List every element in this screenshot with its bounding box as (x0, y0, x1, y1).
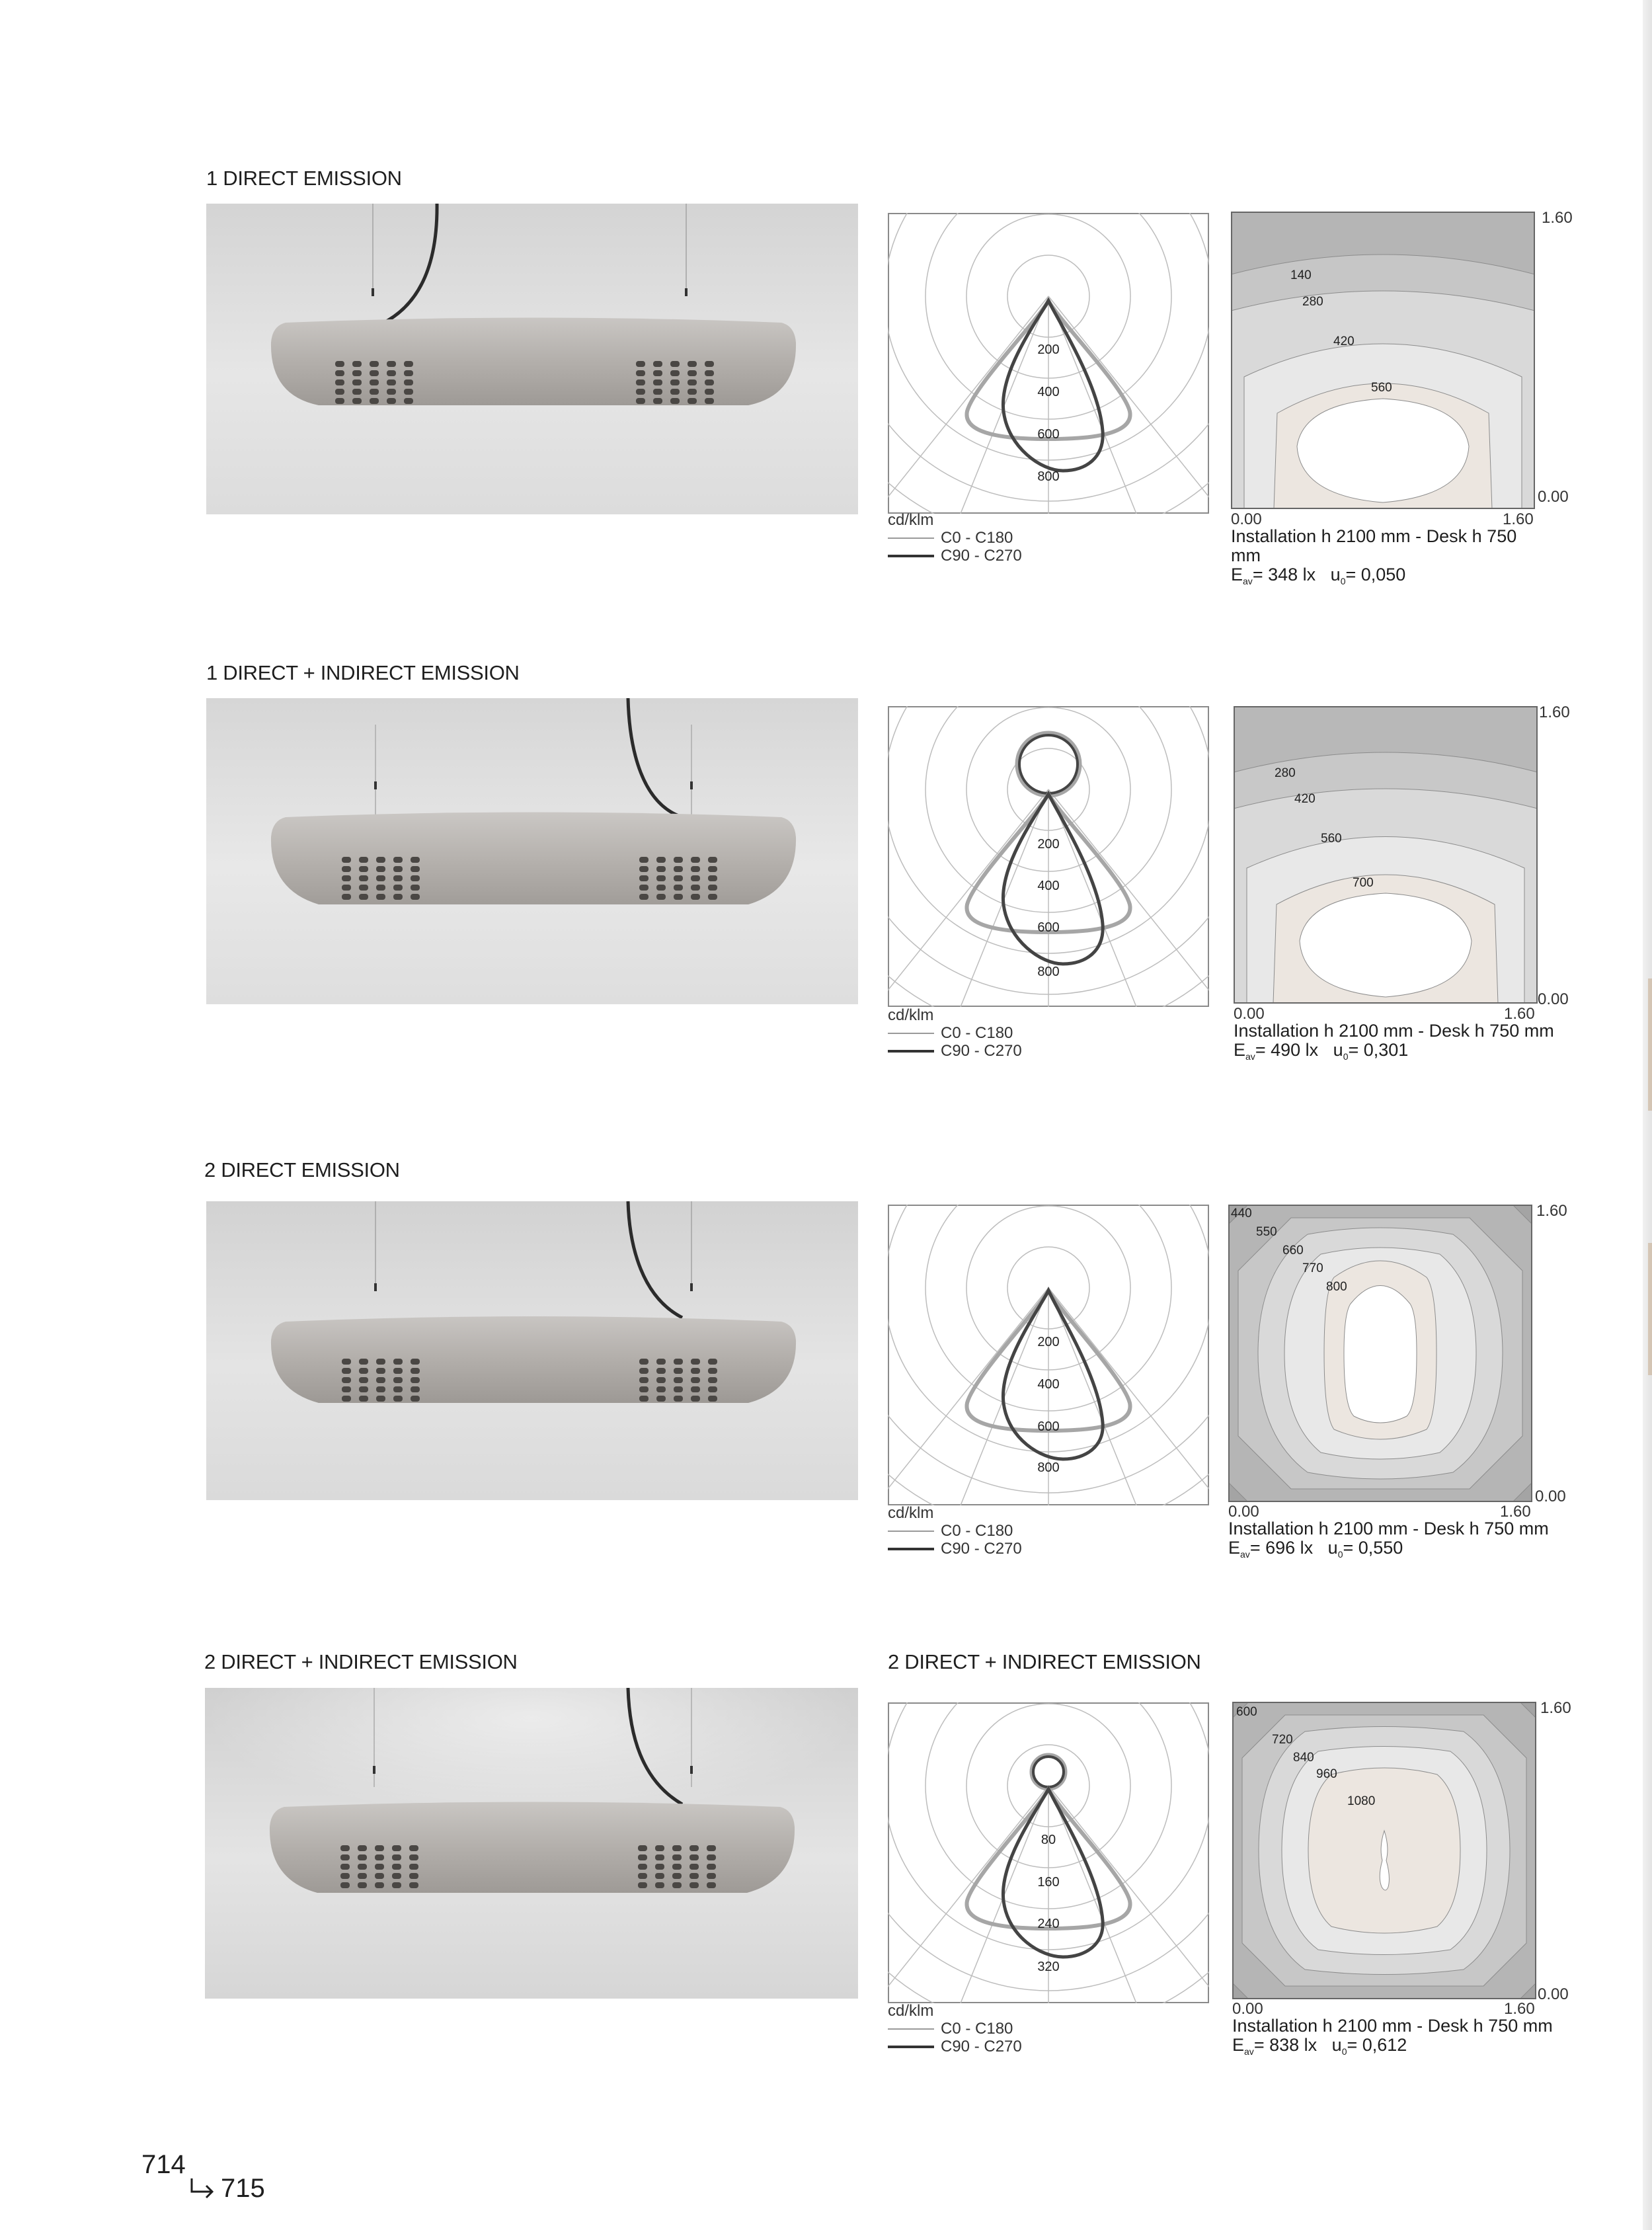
polar-tick-label: 240 (1037, 1917, 1060, 1931)
iso-y-max: 1.60 (1539, 703, 1570, 721)
legend-unit: cd/klm (888, 511, 934, 529)
legend-label: C0 - C180 (941, 1024, 1013, 1042)
iso-y-max: 1.60 (1540, 1699, 1571, 1717)
iso-contour-label: 420 (1294, 792, 1316, 806)
legend-line-thick (888, 2046, 934, 2048)
iso-contour-label: 600 (1236, 1705, 1257, 1719)
polar-tick-label: 160 (1037, 1875, 1060, 1890)
polar-diagram (888, 706, 1209, 1007)
iso-contour-label: 960 (1316, 1767, 1337, 1781)
page-number: 714 (141, 2150, 186, 2179)
iso-x-max: 1.60 (1500, 1503, 1531, 1521)
next-page-number: 715 (221, 2174, 265, 2203)
iso-contour-label: 550 (1256, 1225, 1277, 1239)
polar-diagram (888, 1702, 1209, 2003)
section-title: 2 DIRECT EMISSION (204, 1158, 400, 1181)
iso-contour-label: 280 (1302, 295, 1323, 309)
next-page-link[interactable] (188, 2174, 265, 2204)
iso-y-min: 0.00 (1538, 990, 1569, 1008)
iso-x-min: 0.00 (1234, 1005, 1265, 1023)
iso-contour-label: 770 (1302, 1261, 1323, 1275)
legend-unit: cd/klm (888, 1504, 934, 1522)
polar-legend (888, 1504, 1022, 1558)
iso-y-min: 0.00 (1538, 488, 1569, 506)
polar-tick-label: 200 (1037, 342, 1060, 357)
legend-line-thick (888, 1548, 934, 1550)
iso-x-min: 0.00 (1228, 1503, 1259, 1521)
section-title: 1 DIRECT + INDIRECT EMISSION (206, 661, 520, 684)
iso-contour-label: 700 (1353, 876, 1374, 890)
illuminance-values: $E_{av}= 838$ lx $u_0= 0,612$ (1232, 2035, 1407, 2057)
iso-contour-label: 840 (1293, 1751, 1314, 1765)
legend-item (888, 2020, 1022, 2038)
legend-line-thin (888, 538, 934, 539)
legend-unit: cd/klm (888, 2002, 934, 2020)
legend-line-thin (888, 1531, 934, 1532)
polar-legend (888, 2002, 1022, 2055)
polar-diagram (888, 213, 1209, 514)
product-photo (206, 204, 858, 514)
installation-caption (1231, 527, 1528, 591)
legend-label: C90 - C270 (941, 547, 1022, 565)
legend-label: C90 - C270 (941, 2038, 1022, 2055)
polar-tick-label: 600 (1037, 427, 1060, 442)
installation-text: Installation h 2100 mm - Desk h 750 mm (1231, 526, 1517, 565)
polar-tick-label: 800 (1037, 1460, 1060, 1475)
legend-item (888, 1522, 1022, 1540)
polar-tick-label: 400 (1037, 385, 1060, 399)
iso-y-max: 1.60 (1536, 1202, 1567, 1220)
page-edge (1643, 0, 1652, 2230)
legend-item (888, 529, 1022, 547)
polar-tick-label: 320 (1037, 1960, 1060, 1974)
polar-diagram (888, 1205, 1209, 1505)
installation-caption (1234, 1021, 1554, 1066)
installation-text: Installation h 2100 mm - Desk h 750 mm (1228, 1519, 1549, 1538)
return-arrow-icon (188, 2177, 216, 2201)
illuminance-values: $E_{av}= 348$ lx $u_0= 0,050$ (1231, 565, 1406, 586)
iso-x-max: 1.60 (1504, 2000, 1535, 2018)
legend-label: C90 - C270 (941, 1042, 1022, 1060)
polar-section-title: 2 DIRECT + INDIRECT EMISSION (888, 1650, 1201, 1673)
legend-label: C0 - C180 (941, 2020, 1013, 2038)
polar-tick-label: 400 (1037, 879, 1060, 893)
iso-contour-label: 1080 (1347, 1794, 1376, 1808)
legend-line-thin (888, 2028, 934, 2030)
iso-contour-label: 660 (1282, 1244, 1304, 1257)
polar-tick-label: 400 (1037, 1377, 1060, 1392)
legend-label: C0 - C180 (941, 1522, 1013, 1540)
product-photo (206, 698, 858, 1004)
installation-text: Installation h 2100 mm - Desk h 750 mm (1232, 2016, 1553, 2036)
polar-tick-label: 200 (1037, 1335, 1060, 1349)
polar-tick-label: 200 (1037, 837, 1060, 852)
iso-x-min: 0.00 (1232, 2000, 1263, 2018)
legend-item (888, 2038, 1022, 2055)
legend-item (888, 1024, 1022, 1042)
iso-y-min: 0.00 (1535, 1488, 1566, 1505)
iso-x-min: 0.00 (1231, 510, 1262, 528)
polar-tick-label: 800 (1037, 469, 1060, 484)
legend-label: C0 - C180 (941, 529, 1013, 547)
iso-contour-label: 280 (1275, 766, 1296, 780)
isolux-diagram (1234, 706, 1538, 1004)
iso-x-max: 1.60 (1504, 1005, 1535, 1023)
iso-contour-label: 420 (1333, 335, 1355, 348)
polar-legend (888, 1006, 1022, 1060)
legend-line-thin (888, 1033, 934, 1034)
illuminance-values: $E_{av}= 490$ lx $u_0= 0,301$ (1234, 1040, 1409, 1062)
iso-contour-label: 560 (1321, 832, 1342, 846)
installation-caption (1228, 1519, 1549, 1564)
legend-line-thick (888, 555, 934, 557)
iso-contour-label: 800 (1326, 1280, 1347, 1294)
polar-tick-label: 80 (1041, 1833, 1056, 1847)
installation-text: Installation h 2100 mm - Desk h 750 mm (1234, 1021, 1554, 1041)
polar-tick-label: 600 (1037, 1419, 1060, 1434)
page-edge-mark (1648, 1243, 1652, 1375)
legend-label: C90 - C270 (941, 1540, 1022, 1558)
polar-legend (888, 511, 1022, 565)
iso-contour-label: 440 (1231, 1207, 1252, 1220)
product-photo (206, 1201, 858, 1500)
legend-item (888, 1042, 1022, 1060)
legend-item (888, 547, 1022, 565)
product-photo (205, 1688, 858, 1999)
illuminance-values: $E_{av}= 696$ lx $u_0= 0,550$ (1228, 1538, 1403, 1560)
legend-item (888, 1540, 1022, 1558)
section-title: 2 DIRECT + INDIRECT EMISSION (204, 1650, 518, 1673)
polar-tick-label: 800 (1037, 965, 1060, 979)
iso-contour-label: 140 (1290, 268, 1312, 282)
legend-unit: cd/klm (888, 1006, 934, 1024)
isolux-diagram (1228, 1205, 1532, 1502)
polar-tick-label: 600 (1037, 920, 1060, 935)
isolux-diagram (1231, 212, 1535, 509)
section-title: 1 DIRECT EMISSION (206, 167, 402, 190)
iso-y-max: 1.60 (1542, 209, 1573, 227)
iso-y-min: 0.00 (1538, 1985, 1569, 2003)
iso-contour-label: 560 (1371, 381, 1392, 395)
legend-line-thick (888, 1050, 934, 1053)
iso-contour-label: 720 (1272, 1733, 1293, 1747)
installation-caption (1232, 2016, 1553, 2061)
page-edge-mark (1648, 978, 1652, 1111)
isolux-diagram (1232, 1702, 1536, 1999)
iso-x-max: 1.60 (1503, 510, 1534, 528)
